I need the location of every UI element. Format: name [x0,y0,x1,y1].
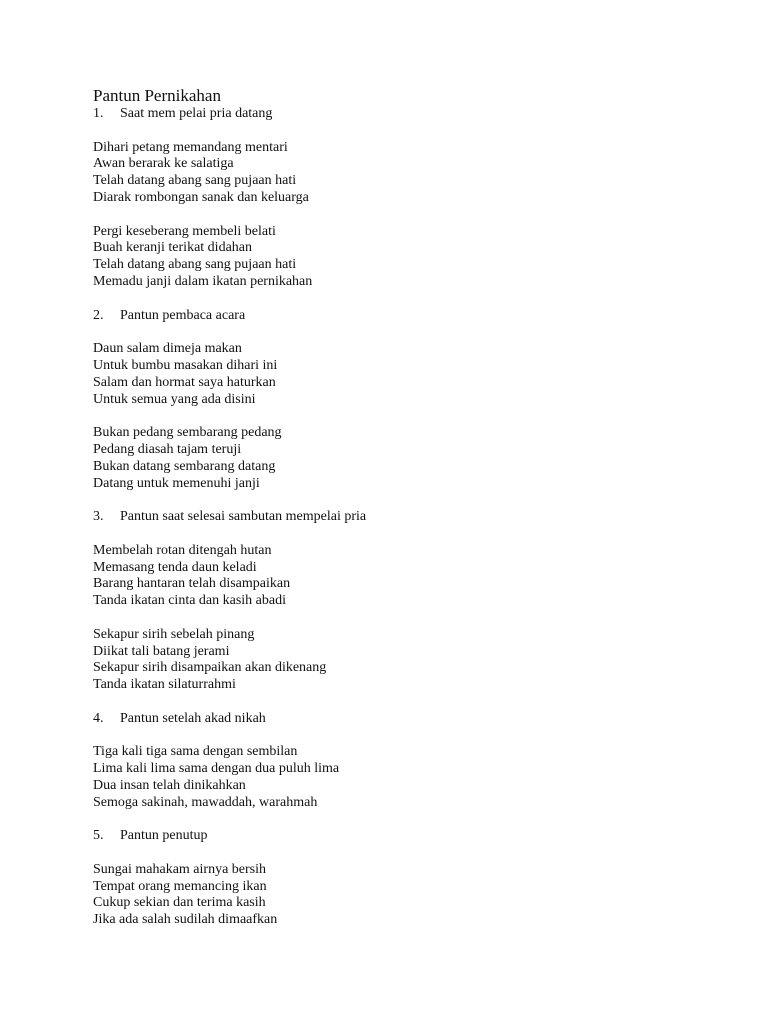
document-title: Pantun Pernikahan [93,86,221,105]
pantun-stanza [93,543,713,610]
pantun-line: Diikat tali batang jerami [93,643,230,659]
pantun-line: Bukan pedang sembarang pedang [93,425,282,441]
pantun-line: Bukan datang sembarang datang [93,458,276,474]
section-number: 2. [93,307,104,323]
pantun-line: Tempat orang memancing ikan [93,878,267,894]
pantun-line: Cukup sekian dan terima kasih [93,895,266,911]
pantun-line: Jika ada salah sudilah dimaafkan [93,912,278,928]
pantun-line: Semoga sakinah, mawaddah, warahmah [93,794,318,810]
pantun-line: Untuk bumbu masakan dihari ini [93,357,278,373]
pantun-line: Memadu janji dalam ikatan pernikahan [93,273,313,289]
section-heading [93,106,713,123]
pantun-line: Membelah rotan ditengah hutan [93,542,272,558]
section-number: 1. [93,106,104,121]
section-number: 5. [93,828,104,844]
pantun-stanza [93,744,713,811]
pantun-stanza [93,224,713,291]
pantun-line: Sungai mahakam airnya bersih [93,861,267,877]
section-heading [93,828,713,845]
pantun-stanza [93,425,713,492]
pantun-line: Daun salam dimeja makan [93,341,242,357]
pantun-stanza [93,341,713,408]
pantun-stanza [93,627,713,694]
pantun-line: Untuk semua yang ada disini [93,391,256,407]
pantun-line: Tanda ikatan cinta dan kasih abadi [93,593,286,609]
section-title: Pantun penutup [120,828,208,844]
pantun-line: Tanda ikatan silaturrahmi [93,677,236,693]
pantun-line: Salam dan hormat saya haturkan [93,374,276,390]
pantun-line: Pedang diasah tajam teruji [93,441,242,457]
pantun-stanza [93,862,713,929]
pantun-line: Telah datang abang sang pujaan hati [93,257,297,273]
pantun-line: Dihari petang memandang mentari [93,139,288,155]
pantun-line: Pergi keseberang membeli belati [93,223,276,239]
pantun-line: Tiga kali tiga sama dengan sembilan [93,744,298,760]
section-heading [93,308,713,325]
pantun-line: Telah datang abang sang pujaan hati [93,173,297,189]
section-number: 3. [93,509,104,525]
section-title: Pantun setelah akad nikah [120,710,266,726]
section-title: Pantun saat selesai sambutan mempelai pria [120,509,367,525]
pantun-line: Sekapur sirih sebelah pinang [93,626,255,642]
pantun-line: Dua insan telah dinikahkan [93,777,246,793]
pantun-line: Sekapur sirih disampaikan akan dikenang [93,660,327,676]
section-title: Saat mem pelai pria datang [120,106,273,121]
pantun-line: Barang hantaran telah disampaikan [93,576,291,592]
pantun-stanza [93,140,713,207]
pantun-line: Datang untuk memenuhi janji [93,475,260,491]
pantun-line: Memasang tenda daun keladi [93,559,257,575]
pantun-line: Buah keranji terikat didahan [93,240,252,256]
section-title: Pantun pembaca acara [120,307,246,323]
section-number: 4. [93,710,104,726]
section-heading [93,509,713,526]
pantun-line: Lima kali lima sama dengan dua puluh lima [93,761,340,777]
pantun-line: Diarak rombongan sanak dan keluarga [93,189,309,205]
section-heading [93,711,713,728]
document-body [93,86,713,929]
pantun-line: Awan berarak ke salatiga [93,156,234,172]
